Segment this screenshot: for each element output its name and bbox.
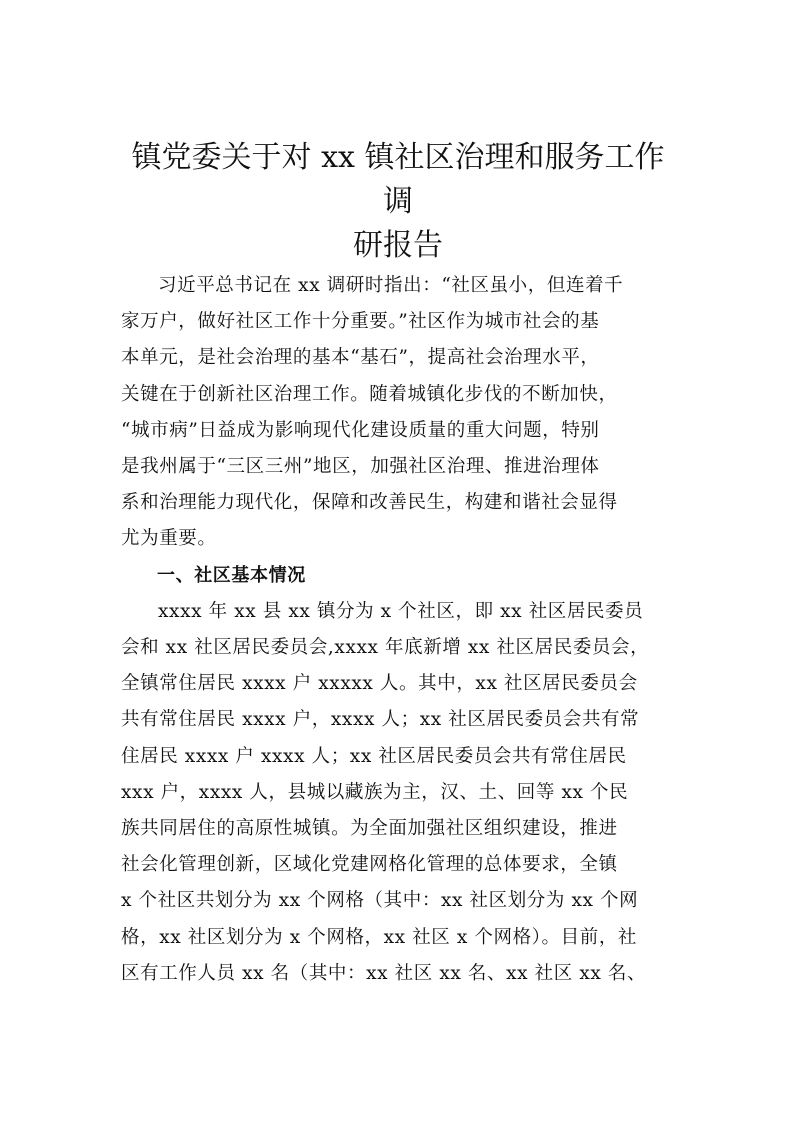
section-heading: 一、社区基本情况 bbox=[157, 564, 306, 586]
intro-line: 是我州属于“三区三州”地区，加强社区治理、推进治理体 bbox=[121, 456, 600, 478]
title-line: 镇党委关于对 xx 镇社区治理和服务工作调 bbox=[131, 140, 665, 219]
intro-line: 家万户，做好社区工作十分重要。”社区作为城市社会的基 bbox=[121, 311, 600, 333]
section1-line: x 个社区共划分为 xx 个网格（其中：xx 社区划分为 xx 个网 bbox=[121, 890, 639, 912]
intro-line: 系和治理能力现代化，保障和改善民生，构建和谐社会显得 bbox=[121, 492, 618, 514]
section1-line: 社会化管理创新，区域化党建网格化管理的总体要求，全镇 bbox=[121, 854, 618, 876]
section1-line: 族共同居住的高原性城镇。为全面加强社区组织建设，推进 bbox=[121, 818, 618, 840]
intro-line: 本单元，是社会治理的基本“基石”，提高社会治理水平， bbox=[121, 347, 600, 369]
section1-line: 会和 xx 社区居民委员会,xxxx 年底新增 xx 社区居民委员会， bbox=[121, 637, 650, 659]
section1-line: xxx 户，xxxx 人，县城以藏族为主，汉、土、回等 xx 个民 bbox=[121, 781, 629, 803]
section1-line: 全镇常住居民 xxxx 户 xxxxx 人。其中，xx 社区居民委员会 bbox=[121, 673, 638, 695]
intro-line: 尤为重要。 bbox=[121, 528, 217, 550]
section1-line: 区有工作人员 xx 名（其中：xx 社区 xx 名、xx 社区 xx 名、 bbox=[121, 962, 647, 984]
title-line: 研报告 bbox=[353, 228, 443, 263]
document-body bbox=[121, 268, 673, 992]
intro-line: 习近平总书记在 xx 调研时指出：“社区虽小，但连着千 bbox=[158, 275, 624, 296]
section1-line: xxxx 年 xx 县 xx 镇分为 x 个社区，即 xx 社区居民委员 bbox=[158, 600, 644, 622]
intro-line: 关键在于创新社区治理工作。随着城镇化步伐的不断加快， bbox=[121, 383, 618, 405]
section1-line: 共有常住居民 xxxx 户，xxxx 人；xx 社区居民委员会共有常 bbox=[121, 709, 640, 731]
document-title bbox=[118, 136, 678, 268]
intro-paragraph bbox=[121, 268, 673, 558]
section1-paragraph bbox=[121, 594, 673, 992]
section1-line: 住居民 xxxx 户 xxxx 人；xx 社区居民委员会共有常住居民 bbox=[121, 745, 627, 767]
intro-line: “城市病”日益成为影响现代化建设质量的重大问题，特别 bbox=[121, 419, 600, 441]
section1-line: 格，xx 社区划分为 x 个网格，xx 社区 x 个网格）。目前，社 bbox=[121, 926, 638, 948]
